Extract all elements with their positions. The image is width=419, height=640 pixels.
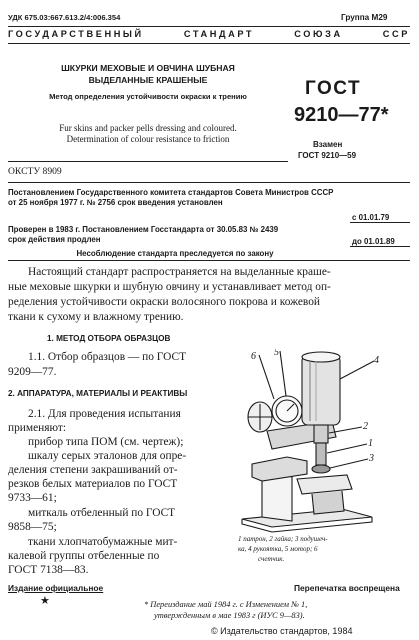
effective-date: с 01.01.79 (352, 213, 390, 222)
group-code: Группа М29 (341, 13, 388, 22)
leader-1 (327, 444, 367, 453)
effective-date-rule (350, 222, 410, 223)
label-6: 6 (251, 351, 256, 362)
leader-4 (340, 361, 374, 379)
copyright: © Издательство стандартов, 1984 (211, 626, 353, 636)
title-rule (8, 161, 288, 162)
replaces-label: Взамен (313, 140, 343, 149)
intro-line-3: ределения устойчивости окраски волосяного покрова и кожевой (8, 296, 320, 308)
section-2-line: шкалу серых эталонов для опре- (28, 450, 187, 462)
reissue-note-1: * Переиздание май 1984 г. с Изменением № 1, (144, 600, 308, 609)
decree-line-2: от 25 ноября 1977 г. № 2756 срок введения установлен (8, 198, 223, 207)
section-2-line: резков белых материалов по ГОСТ (8, 478, 178, 490)
label-5: 5 (274, 349, 279, 358)
title-line-2: ВЫДЕЛАННЫЕ КРАШЕНЫЕ (88, 75, 208, 85)
section-2-line: миткаль отбеленный по ГОСТ (28, 507, 176, 519)
okstu-code: ОКСТУ 8909 (8, 166, 62, 177)
section-2-line: прибор типа ПОМ (см. чертеж); (28, 436, 184, 448)
section-2-line: ГОСТ 7138—83. (8, 564, 89, 576)
apparatus-drawing (232, 349, 382, 534)
motor-cap (302, 352, 340, 362)
decree-bottom-rule (8, 260, 410, 261)
sample-table (297, 475, 352, 494)
decree-rule (8, 182, 410, 183)
replaces-value: ГОСТ 9210—59 (298, 151, 357, 160)
header-rule-top (8, 26, 410, 27)
section-2-line: 9733—61; (8, 492, 57, 504)
intro-line-1: Настоящий стандарт распространяется на выделанные краше- (28, 266, 331, 278)
section-1-text-2: 9209—77. (8, 366, 57, 378)
section-2-line: 2.1. Для проведения испытания (28, 408, 181, 420)
english-title-line-2: Determination of colour resistance to friction (66, 134, 230, 144)
label-3: 3 (369, 453, 374, 464)
standard-banner: ГОСУДАРСТВЕННЫЙ СТАНДАРТ СОЮЗА ССР (8, 29, 410, 39)
column-top-shape (252, 457, 307, 481)
extended-date: до 01.01.89 (352, 237, 395, 246)
extended-date-rule (350, 246, 410, 247)
section-2-line: калевой группы отбеленные по (8, 550, 160, 562)
section-1-heading: 1. МЕТОД ОТБОРА ОБРАЗЦОВ (47, 334, 171, 343)
chuck-shape (316, 443, 326, 465)
section-2-line: ткани хлопчатобумажные мит- (28, 536, 178, 548)
law-notice: Несоблюдение стандарта преследуется по закону (76, 249, 274, 258)
section-2-line: применяют: (8, 422, 66, 434)
section-1-text-1: 1.1. Отбор образцов — по ГОСТ (28, 351, 187, 363)
gost-label: ГОСТ (305, 78, 362, 99)
decree-line-4: срок действия продлен (8, 235, 101, 244)
label-1: 1 (368, 438, 373, 449)
label-4: 4 (374, 355, 379, 366)
star-mark: ★ (40, 595, 50, 607)
decree-line-3: Проверен в 1983 г. Постановлением Госстандарта от 30.05.83 № 2439 (8, 225, 279, 234)
reprint-prohibited: Перепечатка воспрещена (294, 583, 400, 593)
english-title-line-1: Fur skins and packer pells dressing and coloured. (59, 123, 237, 133)
nut-shape (314, 425, 328, 443)
cushion-shape (312, 465, 330, 473)
motor-housing (302, 355, 340, 425)
leader-5 (280, 351, 286, 396)
section-2-heading: 2. АППАРАТУРА, МАТЕРИАЛЫ И РЕАКТИВЫ (8, 389, 188, 398)
udk-code: УДК 675.03:667.613.2/4:006.354 (8, 13, 121, 22)
label-2: 2 (363, 421, 368, 432)
official-edition: Издание официальное (8, 583, 104, 593)
section-2-line: 9858—75; (8, 521, 57, 533)
title-line-1: ШКУРКИ МЕХОВЫЕ И ОВЧИНА ШУБНАЯ (61, 63, 235, 73)
figure-caption-line-2: ка, 4 рукоятка, 5 мотор; 6 (238, 545, 318, 553)
method-subtitle: Метод определения устойчивости окраски к трению (49, 92, 247, 101)
leader-3 (330, 459, 368, 468)
reissue-note-2: утвержденным в мае 1983 г (ИУС 9—83). (154, 611, 305, 620)
header-rule-bottom (8, 43, 410, 44)
leader-6 (259, 355, 274, 399)
gost-number: 9210—77* (294, 104, 389, 126)
decree-line-1: Постановлением Государственного комитета стандартов Совета Министров СССР (8, 188, 334, 197)
figure-caption-line-1: 1 патрон, 2 гайка; 3 подушеч- (238, 535, 328, 543)
figure-caption-line-3: счетчик. (258, 555, 285, 563)
apparatus-figure (232, 349, 382, 534)
intro-line-4: ткани к сухому и влажному трению. (8, 311, 184, 323)
section-2-line: деления степени закрашиваний от- (8, 464, 178, 476)
sample-table-support (312, 491, 344, 514)
intro-line-2: ные меховые шкурки и шубную овчину и устанавливает метод оп- (8, 281, 331, 293)
